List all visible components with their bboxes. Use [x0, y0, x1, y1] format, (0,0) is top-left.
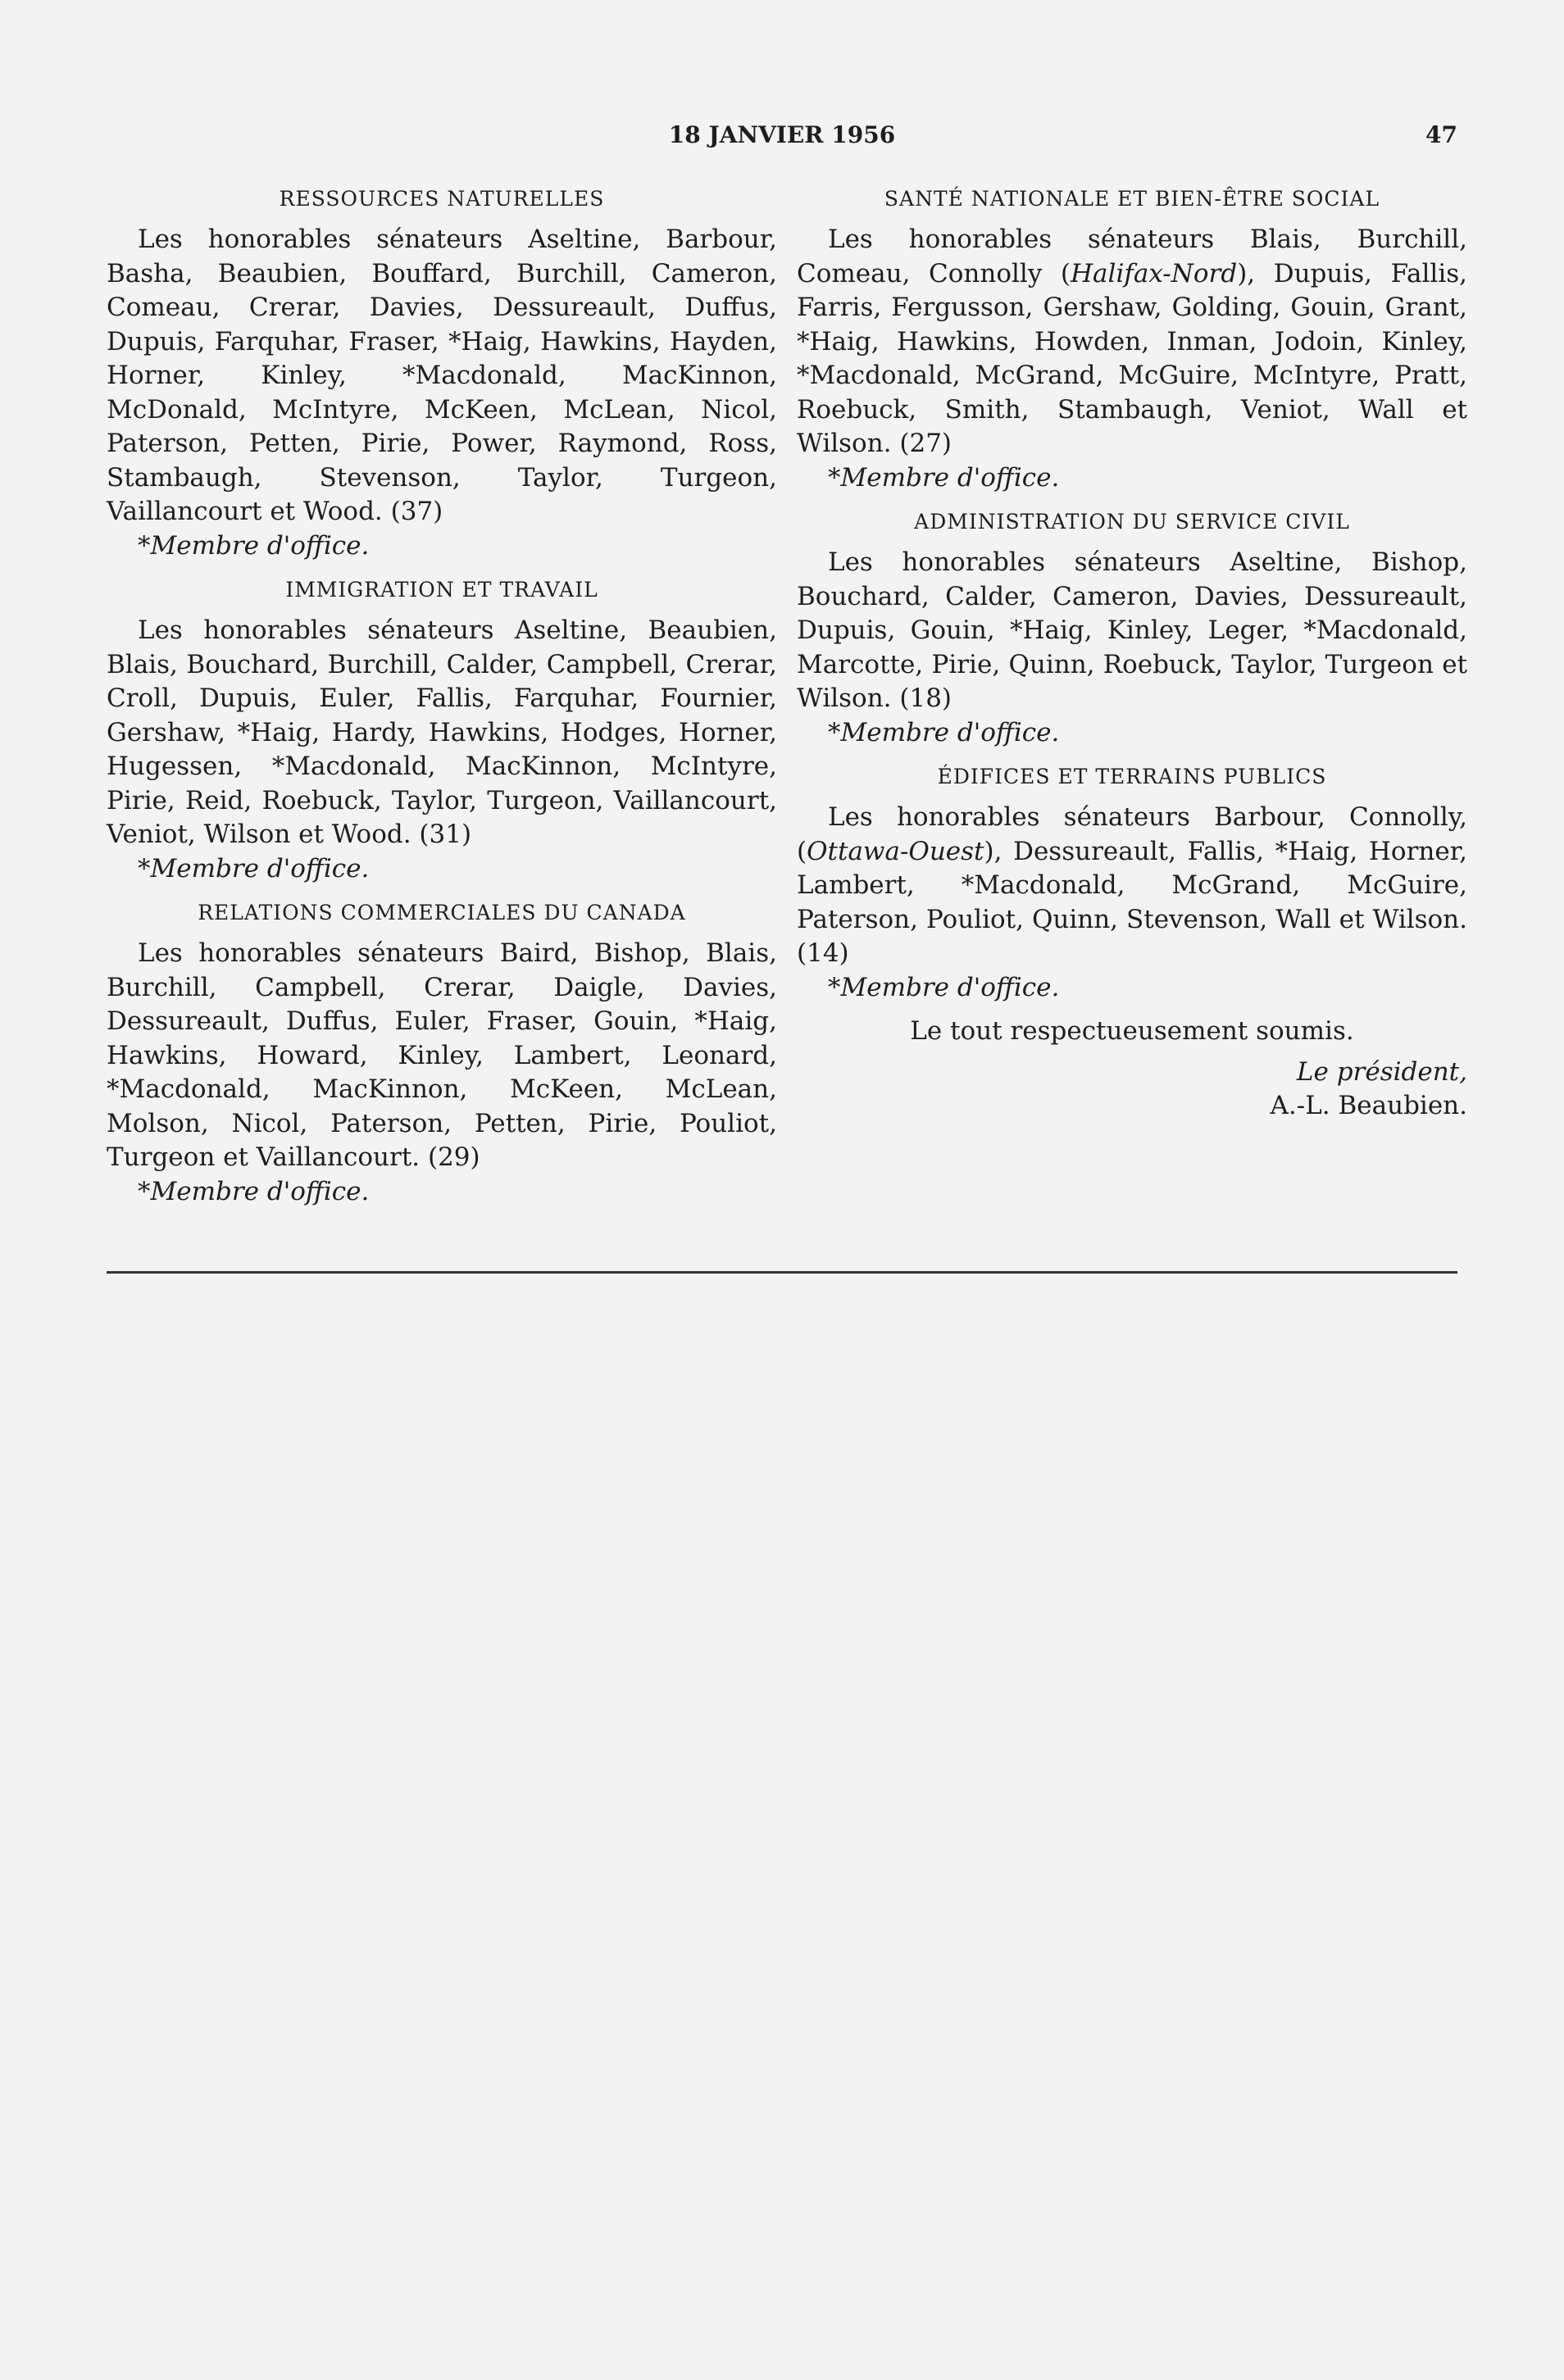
- office-note: *Membre d'office.: [828, 717, 1060, 747]
- office-note: *Membre d'office.: [138, 853, 370, 883]
- section-title: ÉDIFICES ET TERRAINS PUBLICS: [937, 765, 1327, 788]
- page-number: 47: [1425, 121, 1457, 148]
- committee-section: [107, 896, 777, 1209]
- left-column: [107, 182, 777, 1219]
- text-italic: Halifax-Nord: [1071, 258, 1238, 288]
- committee-section: [797, 505, 1467, 750]
- office-note: *Membre d'office.: [138, 1176, 370, 1206]
- office-note: *Membre d'office.: [828, 972, 1060, 1002]
- section-text: Les honorables sénateurs Aseltine, Beaubien, Blais, Bouchard, Burchill, Calder, Campbell, Crerar, Croll, Dupuis, Euler, Fallis, Farquhar, Fournier, Gershaw, *Haig, Hardy, Hawkins, Hodges, Horner, Hugessen, *Macdonald, MacKinnon, McIntyre, Pirie, Reid, Roebuck, Taylor, Turgeon, Vaillancourt, Veniot, Wilson et Wood. (31): [107, 615, 777, 849]
- section-title: RELATIONS COMMERCIALES DU CANADA: [198, 901, 686, 924]
- text-before: Les honorables sénateurs Barbour, Connolly, (: [797, 802, 1467, 866]
- section-text: Les honorables sénateurs Aseltine, Barbour, Basha, Beaubien, Bouffard, Burchill, Cameron, Comeau, Crerar, Davies, Dessureault, Duffus, Dupuis, Farquhar, Fraser, *Haig, Hawkins, Hayden, Horner, Kinley, *Macdonald, MacKinnon, McDonald, McIntyre, McKeen, McLean, Nicol, Paterson, Petten, Pirie, Power, Raymond, Ross, Stambaugh, Stevenson, Taylor, Turgeon, Vaillancourt et Wood. (37): [107, 225, 777, 526]
- text-before: Les honorables sénateurs Aseltine, Bishop, Bouchard, Calder, Cameron, Davies, Dessureault, Dupuis, Gouin, *Haig, Kinley, Leger, *Macdonald, Marcotte, Pirie, Quinn, Roebuck, Taylor, Turgeon et Wilson. (18): [797, 547, 1467, 713]
- committee-section: [797, 182, 1467, 495]
- signature-title: Le président,: [1296, 1056, 1467, 1087]
- signature-name: A.-L. Beaubien.: [1270, 1091, 1467, 1120]
- section-text: [797, 546, 1467, 716]
- right-column: [797, 182, 1467, 1124]
- text-italic: Ottawa-Ouest: [807, 836, 984, 866]
- horizontal-rule: [107, 1271, 1457, 1274]
- section-title: IMMIGRATION ET TRAVAIL: [285, 578, 598, 602]
- page-header: [107, 121, 1457, 154]
- office-note: *Membre d'office.: [138, 530, 370, 561]
- section-text: Les honorables sénateurs Baird, Bishop, Blais, Burchill, Campbell, Crerar, Daigle, Davies, Dessureault, Duffus, Euler, Fraser, Gouin, *Haig, Hawkins, Howard, Kinley, Lambert, Leonard, *Macdonald, MacKinnon, McKeen, McLean, Molson, Nicol, Paterson, Petten, Pirie, Pouliot, Turgeon et Vaillancourt. (29): [107, 938, 777, 1172]
- closing-line: Le tout respectueusement soumis.: [910, 1016, 1354, 1046]
- text-after: ), Dupuis, Fallis, Farris, Fergusson, Gershaw, Golding, Gouin, Grant, *Haig, Hawkins, Howden, Inman, Jodoin, Kinley, *Macdonald, McGrand, McGuire, McIntyre, Pratt, Roebuck, Smith, Stambaugh, Veniot, Wall et Wilson. (27): [797, 258, 1468, 458]
- text-before: Les honorables sénateurs Blais, Burchill, Comeau, Connolly (: [797, 225, 1467, 288]
- section-title: RESSOURCES NATURELLES: [279, 187, 605, 211]
- section-text: [797, 223, 1467, 461]
- section-title: SANTÉ NATIONALE ET BIEN-ÊTRE SOCIAL: [884, 187, 1380, 211]
- page-date: 18 JANVIER 1956: [668, 121, 896, 148]
- committee-section: [107, 182, 777, 563]
- text-after: ), Dessureault, Fallis, *Haig, Horner, Lambert, *Macdonald, McGrand, McGuire, Paterson, Pouliot, Quinn, Stevenson, Wall et Wilson. (14): [797, 836, 1467, 968]
- office-note: *Membre d'office.: [828, 462, 1060, 493]
- section-title: ADMINISTRATION DU SERVICE CIVIL: [914, 510, 1350, 534]
- section-text: [797, 801, 1467, 971]
- committee-section: [107, 573, 777, 886]
- committee-section: [797, 760, 1467, 1005]
